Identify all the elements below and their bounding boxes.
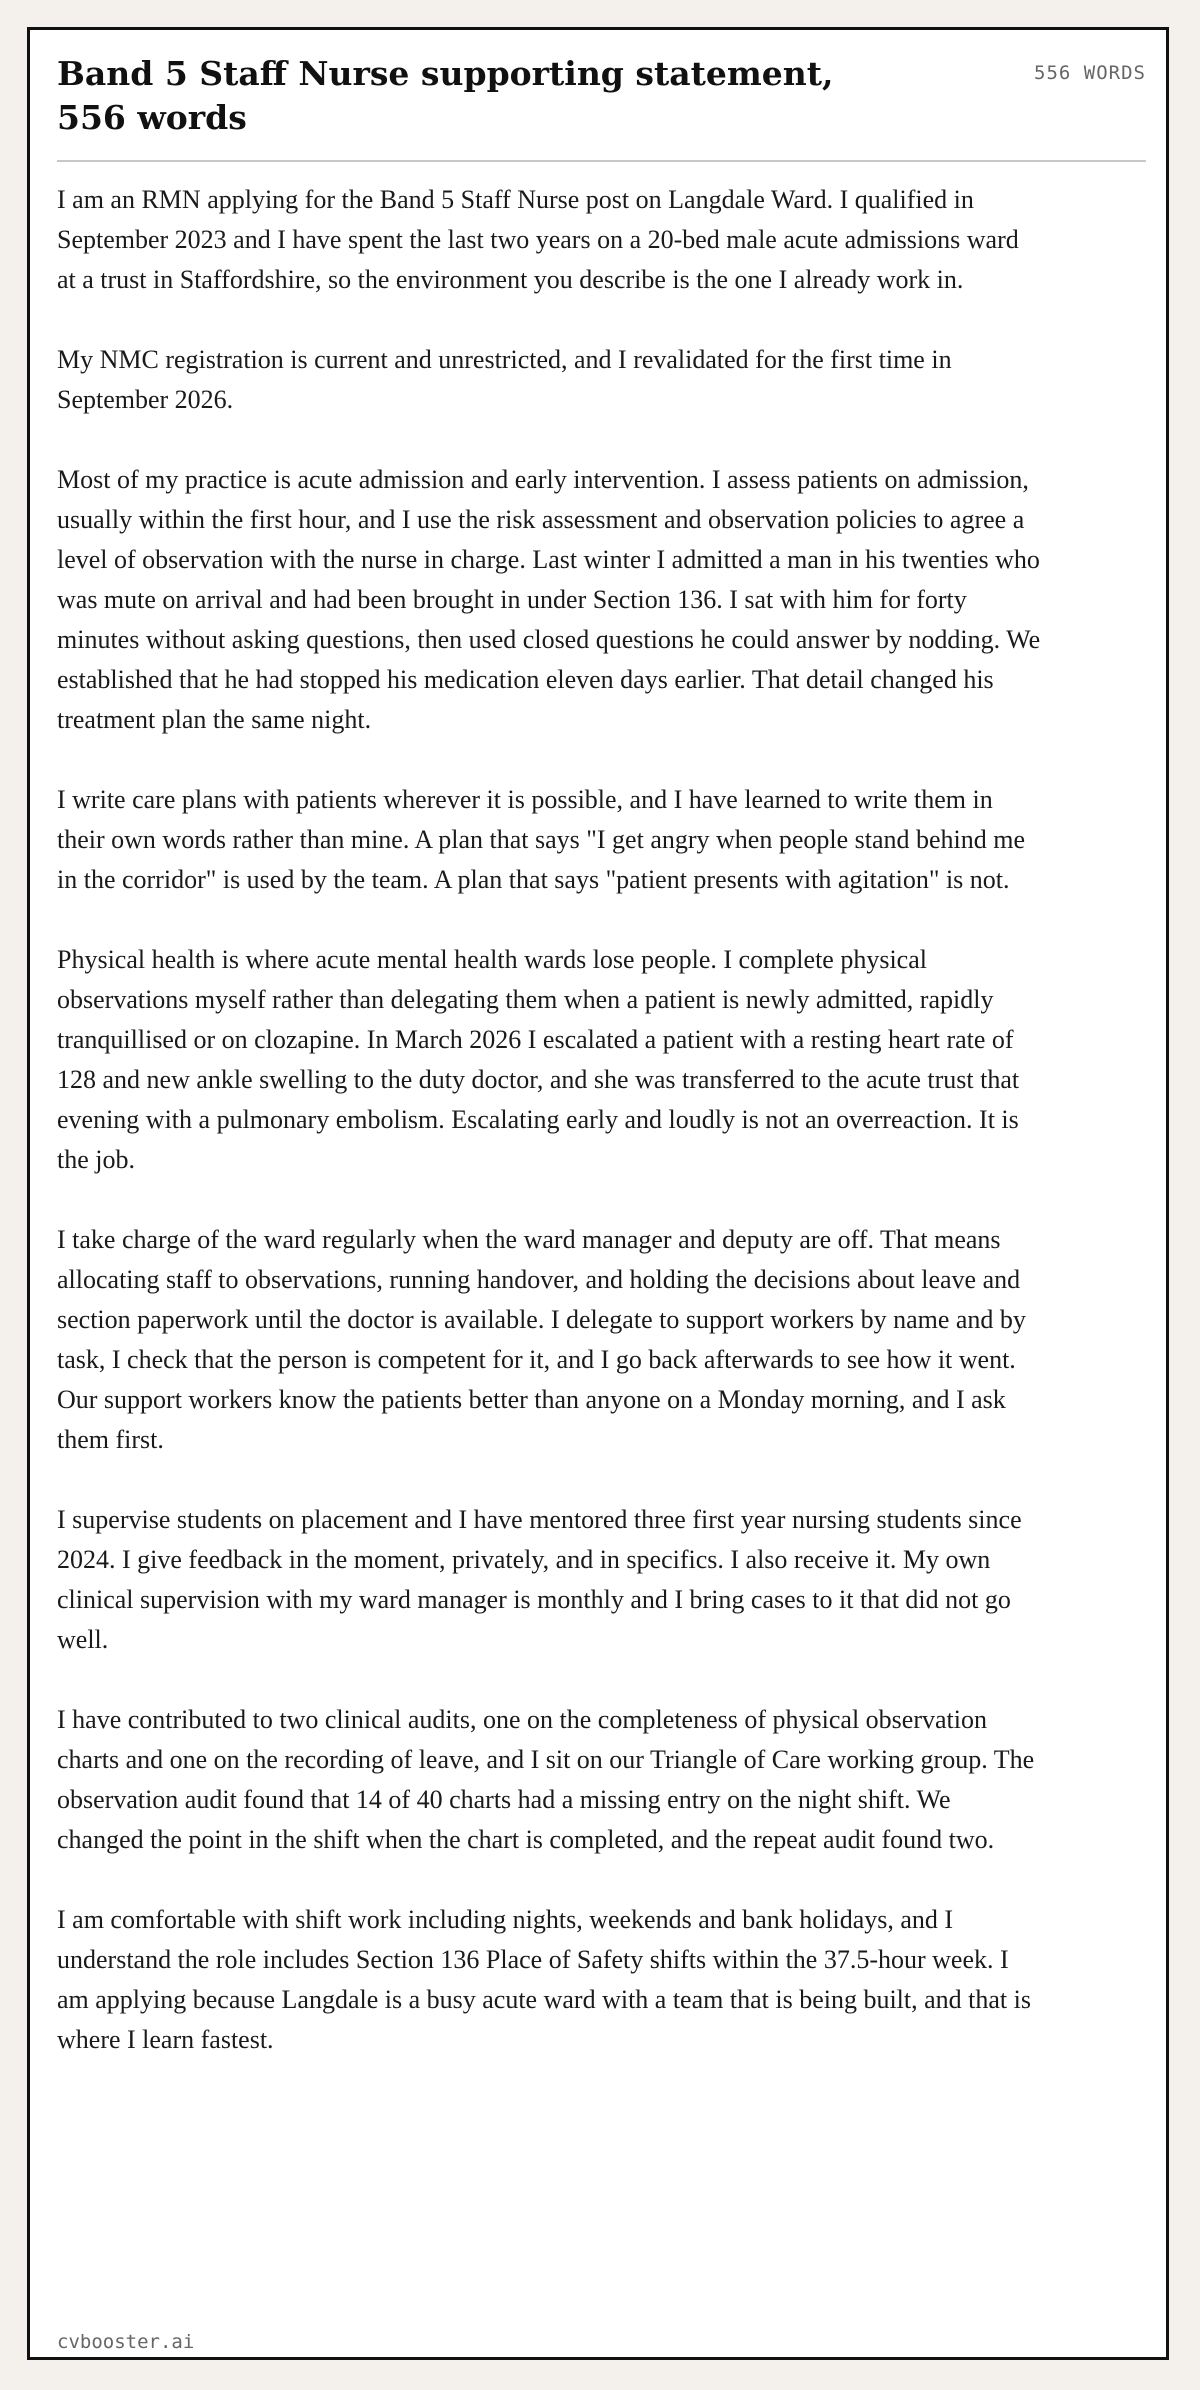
- statement-paragraph: I write care plans with patients wherever it is possible, and I have learned to write them in their own words rather than mine. A plan that says "I get angry when people stand behind me in the corridor" is used by the team. A plan that says "patient presents with agitation" is not.: [57, 785, 1026, 894]
- statement-paragraph: I take charge of the ward regularly when the ward manager and deputy are off. That means allocating staff to observations, running handover, and holding the decisions about leave and section paperwork until the doctor is available. I delegate to support workers by name and by task, I check that the person is competent for it, and I go back afterwards to see how it went. Our support workers know the patients better than anyone on a Monday morning, and I ask them first.: [57, 1225, 1026, 1454]
- statement-paragraph: I have contributed to two clinical audits, one on the completeness of physical observation charts and one on the recording of leave, and I sit on our Triangle of Care working group. The observation audit found that 14 of 40 charts had a missing entry on the night shift. We changed the point in the shift when the chart is completed, and the repeat audit found two.: [57, 1705, 1035, 1854]
- statement-title: Band 5 Staff Nurse supporting statement, 556 words: [57, 54, 834, 137]
- word-count-badge: 556 WORDS: [1034, 62, 1146, 84]
- statement-card: [27, 27, 1169, 2360]
- statement-paragraph: I am an RMN applying for the Band 5 Staff Nurse post on Langdale Ward. I qualified in September 2023 and I have spent the last two years on a 20-bed male acute admissions ward at a trust in Staffordshire, so the environment you describe is the one I already work in.: [57, 185, 1019, 294]
- statement-paragraph: My NMC registration is current and unrestricted, and I revalidated for the first time in September 2026.: [57, 345, 952, 414]
- statement-paragraph: I am comfortable with shift work including nights, weekends and bank holidays, and I understand the role includes Section 136 Place of Safety shifts within the 37.5-hour week. I am applying because Langdale is a busy acute ward with a team that is being built, and that is where I learn fastest.: [57, 1905, 1031, 2054]
- statement-paragraph: Most of my practice is acute admission and early intervention. I assess patients on admission, usually within the first hour, and I use the risk assessment and observation policies to agree a level of observation with the nurse in charge. Last winter I admitted a man in his twenties who was mute on arrival and had been brought in under Section 136. I sat with him for forty minutes without asking questions, then used closed questions he could answer by nodding. We established that he had stopped his medication eleven days earlier. That detail changed his treatment plan the same night.: [57, 465, 1041, 734]
- footer-brand: cvbooster.ai: [57, 2331, 195, 2353]
- statement-paragraph: Physical health is where acute mental health wards lose people. I complete physical observations myself rather than delegating them when a patient is newly admitted, rapidly tranquillised or on clozapine. In March 2026 I escalated a patient with a resting heart rate of 128 and new ankle swelling to the duty doctor, and she was transferred to the acute trust that evening with a pulmonary embolism. Escalating early and loudly is not an overreaction. It is the job.: [57, 945, 1020, 1174]
- statement-body: [57, 180, 1042, 2100]
- header-divider: [57, 160, 1146, 162]
- statement-paragraph: I supervise students on placement and I have mentored three first year nursing students since 2024. I give feedback in the moment, privately, and in specifics. I also receive it. My own clinical supervision with my ward manager is monthly and I bring cases to it that did not go well.: [57, 1505, 1022, 1654]
- statement-header: [57, 52, 1146, 140]
